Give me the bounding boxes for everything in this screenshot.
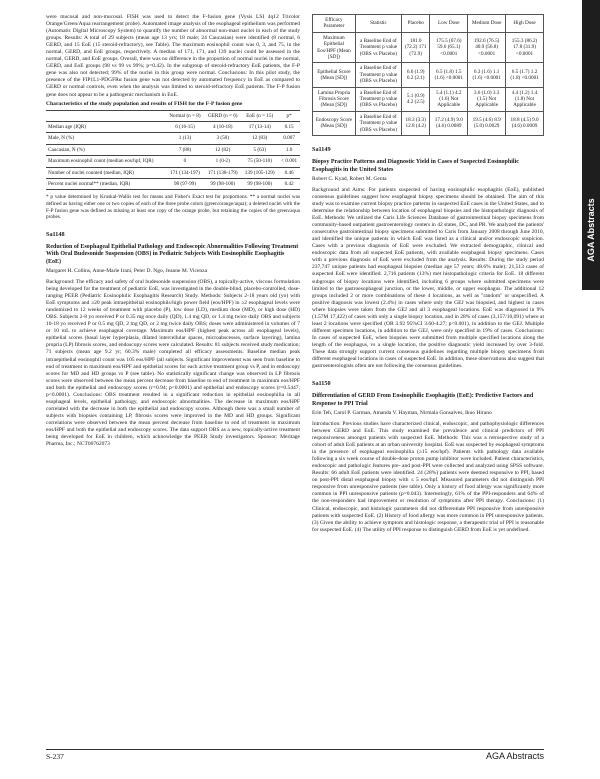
table-row [46,179,300,190]
section-side-label: AGA Abstracts [586,198,596,262]
table1-caption: Characteristics of the study population and results of FISH for the F-P fusion gene [46,100,243,107]
table-cell: 3 (50) [204,133,241,144]
table-cell: 0.46 [278,167,300,178]
table-cell: 19.5 (4.6) 8.9 (5.0) 0.0029 [468,111,506,135]
table-cell: 175.5 (67.6) 59.6 (65.1) <0.0001 [430,32,468,63]
table-cell: 1 (13) [166,133,205,144]
table-cell: 18.8 (4.5) 9.0 (4.6) 0.0009 [506,111,544,135]
abstract-body: Background: The efficacy and safety of oral budesonide suspension (OBS), a topically-active, viscous formulation being developed for the treatment of pediatric EoE, was investigated in the double-blind, placebo-controlled, dose-ranging PEER (Pediatric Eosinophilic Esophagitis Research) Study. Methods: Subjects 2-18 years old (yo) with EoE symptoms and ≥20 peak intraepithelial eosinophils/high power field (eos/HPF) in ≥2 esophageal levels were randomized to 12 weeks of treatment with placebo (P), low dose (LD), medium dose (MD), or high dose (HD) OBS. Subjects 2-8 yo received P or 0.35 mg once daily (QD), 1.4 mg QD, or 1.4 mg twice daily OBS and subjects 10-18 yo received P or 0.5 mg QD, 2 mg QD, or 2 mg twice daily OBS; doses were administered in volumes of 7 or 10 mL to achieve esophageal coverage. Maximum eos/HPF (highest peak across all esophageal levels), epithelial scores (basal layer hyperplasia, dilated intercellular spaces, microabscesses, surface layering), lamina propria (LP) fibrosis scores, and endoscopy scores were calculated. Results: 81 subjects received study medication; 71 subjects (mean age 9.2 yr; 60.3% male) completed all efficacy assessments. Baseline median peak intraepithelial eosinophil count was 105 eos/HPF (all subjects. Significant improvement was seen from baseline to end of treatment in maximum eos/HPF and epithelial scores for each active treatment group vs P, and in endoscopy scores for MD and HD groups vs P (see table). No statistically significant change was observed in LP fibrosis scores were observed between the mean percent decrease from baseline to end of treatment in maximum eos/HPF and both the epithelial and endoscopy scores (r=0.94; p<0.0001) and epithelial and endoscopy scores (r=0.5447; p<0.0001). Conclusions: OBS treatment resulted in a significant reduction in epithelial eosinophilia in all esophageal levels, epithelial pathology, and endoscopic abnormalities. The decrease in maximum eos/HPF correlated with the decrease in both the epithelial and endoscopy scores. Although there was a small number of subjects with biopsies containing LP, fibrosis scores were improved in the MD and HD groups. Significant correlations were observed between the mean percent decrease from baseline to end of treatment in maximum eos/HPF and both the epithelial and endoscopy scores. The data support OBS as a new, topically-active treatment being developed for EoE in children, which acknowledge the PEER Study investigators. Sponsor: Meritage Pharma, Inc.; NCT00762073 [46,279,300,448]
table-cell: 0.15 [278,121,300,132]
table-cell: 181.0 (72.2) 171 (72.9) [402,32,430,63]
table-cell: Median age (IQR) [46,121,166,132]
abstract-title: Differentiation of GERD From Eosinophilic Esophagitis (EoE): Predictive Factors and Response to PPI Trial [312,393,534,407]
table-cell: Epithelial Score (Mean [SD]) [313,63,356,87]
table-cell: 12 (83) [241,133,278,144]
table-cell: 4.4 (1.2) 1.4 (1.8) Not Applicable [506,87,544,111]
table-cell: a Baseline End of Treatment p value (OBS vs Placebo) [355,87,401,111]
table-cell: < 0.001 [278,156,300,167]
table2-header: Medium Dose [468,15,506,33]
abstract-title: Reduction of Esophageal Epithelial Pathology and Endoscopic Abnormalities Following Treatment With Oral Budesonide Suspension (OBS) in Pediatric Subjects With Eosinophilic Esophagitis (EoE) [46,243,299,265]
table-cell: 12 (82) [204,144,241,155]
table-cell: 139 (105-129) [241,167,278,178]
table-cell: 5.4 (1.1) 4.2 (1.6) Not Applicable [430,87,468,111]
abstract-id: Sa1148 [46,230,65,238]
table-row [46,156,300,167]
table-cell: 3.6 (1.0) 3.3 (1.5) Not Applicable [468,87,506,111]
table1-header: EoE (n = 15) [241,110,278,121]
table-cell: 7 (88) [166,144,205,155]
table-cell: 0.007 [278,133,300,144]
table-cell: a Baseline End of Treatment p value (OBS vs Placebo) [355,111,401,135]
table-cell: 6.5 (1.7) 1.2 (1.8) <0.0001 [506,63,544,87]
table-row [46,144,300,155]
table1 [46,110,300,191]
table-cell: 6.3 (1.6) 1.1 (1.6) <0.0001 [468,63,506,87]
table-row [46,167,300,178]
table-cell: 17.2 (4.9) 9.0 (4.6) 0.0089 [430,111,468,135]
table-row [46,121,300,132]
table-cell: 192.6 (76.5) 40.9 (56.8) <0.0001 [468,32,506,63]
table-cell: 4 (10-18) [204,121,241,132]
table2-header: High Dose [506,15,544,33]
journal-name: AGA Abstracts [485,751,544,761]
table-cell: 5 (63) [241,144,278,155]
abstract-authors: Erin Teh, Carol P. Garman, Amanda V. Hayman, Nirmala Gonsalves, Ikuo Hirano [312,409,492,416]
abstract-id: Sa1149 [312,146,331,154]
table2 [312,14,544,136]
table-cell: Maximum eosinophil count (median eos/hpf, IQR) [46,156,166,167]
abstract-body: Background and Aims: For patients suspected of having eosinophilic esophagitis (EoE), published consensus guidelines suggest how esophageal biopsy specimens should be obtained. The aim of this study was to examine current biopsy practice patterns in suspected EoE cases in the United States, and to determine the relationship between location of esophageal biopsies and the histopathologic diagnosis of EoE. Methods: We utilized the Caris Life Sciences Database of gastrointestinal biopsy specimens from community-based outpatient gastroenterology centers in 42 states, DC, and PR. We analyzed the patients' consecutive gastrointestinal biopsy specimens submitted to Caris from January 2008 through June 2010, and identified the unique patients in which EoE was listed as a clinical and/or endoscopic suspicion. Cases with a previous diagnosis of EoE were excluded. We extracted demographic, clinical and endoscopic data from all suspected EoE patients, with available esophageal biopsy specimens. Cases with a previous diagnosis of EoE were excluded from the analysis. Results: During the study period 237,747 unique patients had esophageal biopsies (median age 57 years; 48.6% male); 21,513 cases of suspected EoE were identified. 2,716 patients (13%) met histopathologic criteria for EoE. 18 different subgroups of biopsy locations were identified, including 6 groups where submitted specimens were limited to the gastroesophageal junction, or the lower, middle, or upper esophagus. The additional 12 groups included 2 or more combinations of these 4 locations, as well as "random" or unspecified. A positive diagnosis was lowest (2.4%) in cases where only the GEJ was biopsied, and highest in cases where biopsies were taken from the GEJ and all 3 esophageal locations. EoE was diagnosed in 9% (1.57M 17,422) of cases with only a single biopsy location, and in 28% of cases (3,157/10,091) where at least 2 locations were specified (OR 3.92 95%CI 3.60-4.27; p<0.001), in addition to the GEJ. Multiple different specimen locations, in addition to the GEJ, were only specified in 19% of cases. Conclusions: In cases of suspected EoE, when biopsies were submitted from multiple specified locations along the length of the esophagus, vs a single location, the positive diagnostic yield increased by over 3-fold. These data strongly support current consensus guidelines regarding multiple biopsy specimens from different esophageal locations in cases of suspected EoE. In addition, these observations also suggest that gastroenterologists often are not following the consensus guidelines. [312,186,544,370]
table-cell: 0.42 [278,179,300,190]
abstract-body: Introduction: Previous studies have characterized clinical, endoscopic, and pathophysiologic differences between GERD and EoE. This study examined the prevalence and clinical predictors of PPI responsiveness amongst patients with suspected EoE. Methods: This was a retrospective study of a cohort of adult EoE patients at an urban university hospital. EoE was suspected by esophageal symptoms in the presence of esophageal eosinophilia (≥15 eos/hpf). Patients with pathology data available following a six week course of double-dose proton pump inhibitor were included. Patient characteristics, endoscopic and pathologic features pre- and post-PPI were collected and analyzed using SPSS software. Results: 66 adult EoE patients were identified. 24 (28%) patients were deemed responsive to PPI, based on post-PPI distal esophageal biopsy with ≤ 5 eos/hpf. Measured parameters did not distinguish PPI responsive from unresponsive patients (see table). Only a history of food allergy was significantly more common in PPI unresponsive patients (p=0.043). Interestingly, 61% of the PPI-responders and 64% of the non-responders had improvement or resolution of symptoms after PPI therapy. Conclusions: (1) Clinical, endoscopic, and histologic parameters did not differentiate PPI responsive from unresponsive patients with suspected EoE. (2) History of food allergy was more common in PPI unresponsive patients. (3) Given the ability to achieve symptom and histologic response, a therapeutic trial of PPI is reasonable for suspected EoE. (4) The utility of PPI response to distinguish GERD from EoE is yet undefined. [312,420,544,533]
table-row [313,87,544,111]
abstract-continuation: were mucosal and non-mucosal. FISH was used to detect the F-fusion gene (Vysis LSI 4q12 Tricolor Orange/Green/Aqua rearrangement probe). Automated image analysis of the esophageal epithelium was performed (Automatic Digital Microscopy System) to quantify the number of abnormal non-mast nuclei in each of the study groups. Results: A total of 29 subjects (mean age 13 yrs; 18 male; 24 Caucasian) were identified (8 normal, 6 GERD, and 15 EoE (15 steroid-refractory), see Table). The maximum eosinophil count was 0, 3, and 75, in the normal, GERD, and EoE groups, respectively. A median of 171, 171, and 139 nuclei could be assessed in the normal, GERD, and EoE groups. Overall, there was no difference in the proportion of normal nuclei in the normal, GERD, and EoE groups (98 vs 99 vs 99%; p=0.42). In the subgroup of steroid-refractory EoE patients, the F-P gene was also not detected; 99% of the nuclei in this group were normal. Conclusions: In this pilot study, the presence of the FIP1L1-PDGFRα fusion gene was not detected by automated frequency in EoE as compared to GERD or normal controls, even when the analysis was limited to steroid-refractory EoE patients. The F-P fusion gene does not appear to be a pathogenic mechanism in EoE. [46,14,300,98]
table-cell: 75 (50-110) [241,156,278,167]
table-cell: 98 (97-99) [166,179,205,190]
table2-header: Efficacy Parameter [313,15,356,33]
table-cell: 155.3 (86.2) 17.8 (31.9) <0.0001 [506,32,544,63]
table-cell: Endoscopy Score (Mean [SD]) [313,111,356,135]
table-cell: a Baseline End of Treatment p value (OBS vs Placebo) [355,32,401,63]
table-cell: Number of nuclei counted (median, IQR) [46,167,166,178]
table2-header: Statistic [355,15,401,33]
page-number: S-237 [46,752,64,761]
table1-header: p* [278,110,300,121]
table-cell: a Baseline End of Treatment p value (OBS vs Placebo) [355,63,401,87]
table-row [313,32,544,63]
table-cell: 171 (134-197) [166,167,205,178]
table2-header: Placebo [402,15,430,33]
table-cell: 1.0 [278,144,300,155]
abstract-authors: Robert C. Kyad, Robert M. Genta [312,175,387,182]
right-column [312,14,544,534]
table-cell: 6.5 (1.8) 1.5 (1.6) <0.0001 [430,63,468,87]
table-cell: Percent nuclei normal** (median, IQR) [46,179,166,190]
table-row [313,111,544,135]
table1-header: Normal (n = 8) [166,110,205,121]
table-cell: 18.3 (3.3) 12.8 (4.2) [402,111,430,135]
table2-header-row [313,15,544,33]
footer-rule [46,749,544,750]
table-row [313,63,544,87]
abstract-title: Biopsy Practice Patterns and Diagnostic Yield in Cases of Suspected Eosinophilic Esophagitis in the United States [312,159,519,173]
abstract-id: Sa1150 [312,380,331,388]
table1-header: GERD (n = 6) [204,110,241,121]
table-cell: 5.1 (0.9) 4.2 (2.5) [402,87,430,111]
table1-header [46,110,166,121]
table2-header: Low Dose [430,15,468,33]
table1-footnote: * p value determined by Kruskal-Wallis test for means and Fisher's Exact test for proportions. ** a normal nuclei was defined as having either one or two copies of each of the three probe colors (green/orange/aqua); a deleted nuclei with the F-P fusion gene was defined as missing at least one copy of the orange probe, but retaining the copies of the green/aqua probes. [46,194,300,221]
table-cell: Male, N (%) [46,133,166,144]
table-cell: 171 (138-179) [204,167,241,178]
abstract-authors: Margaret H. Collins, Anne-Marie Irani, Peter D. Ngo, Jeanne M. Vicenza [46,268,208,274]
table-cell: Caucasian, N (%) [46,144,166,155]
table-cell: 0 [166,156,205,167]
table-cell: 99 (98-100) [204,179,241,190]
table-cell: 6.6 (1.9) 6.2 (2.1) [402,63,430,87]
table-cell: 1 (0-2) [204,156,241,167]
table-cell: Maximum Epithelial Eos/HPF (Mean [SD]) [313,32,356,63]
left-column [46,14,300,448]
table-cell: 6 (16-15) [166,121,205,132]
table1-header-row [46,110,300,121]
table-cell: Lamina Propria Fibrosis Score (Mean [SD]) [313,87,356,111]
table-cell: 99 (98-100) [241,179,278,190]
table-cell: 17 (13-14) [241,121,278,132]
table-row [46,133,300,144]
